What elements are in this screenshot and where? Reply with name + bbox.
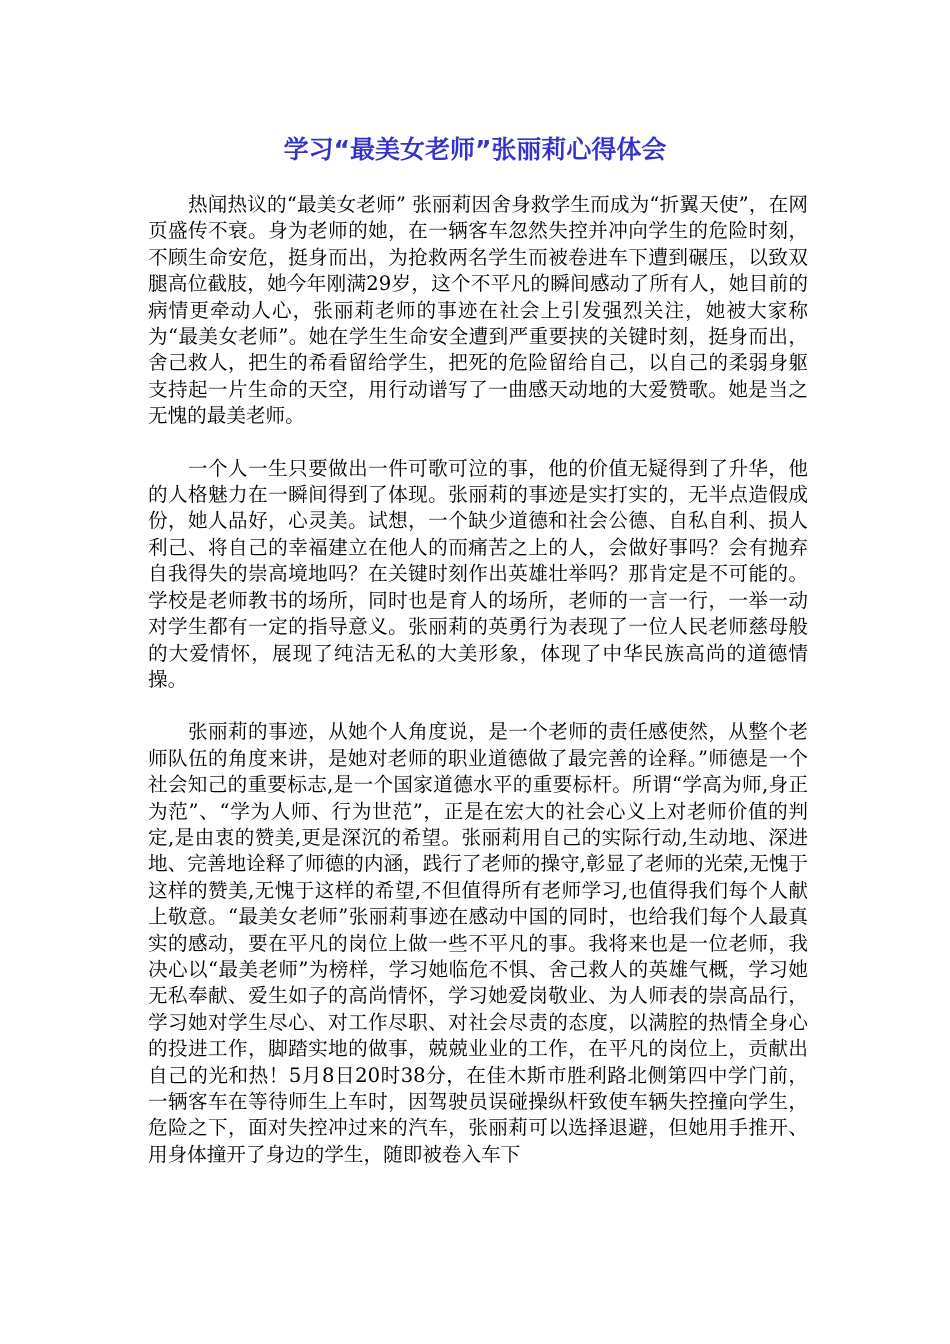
paragraph-3: 张丽莉的事迹，从她个人角度说，是一个老师的责任感使然，从整个老师队伍的角度来讲，是她对老师的职业道德做了最完善的诠释。”师德是一个社会知己的重要标志,是一个国家道德水平的重要标杆。所谓“学高为师,身正为范”、“学为人师、行为世范”，正是在宏大的社会心义上对老师价值的判定,是由衷的赞美,更是深沉的希望。张丽莉用自己的实际行动,生动地、深进地、完善地诠释了师德的内涵，践行了老师的操守,彰显了老师的光荣,无愧于这样的赞美,无愧于这样的希望,不但值得所有老师学习,也值得我们每个人献上敬意。“最美女老师”张丽莉事迹在感动中国的同时，也给我们每个人最真实的感动，要在平凡的岗位上做一些不平凡的事。我将来也是一位老师，我决心以“最美老师”为榜样，学习她临危不惧、舍己救人的英雄气概，学习她无私奉献、爱生如子的高尚情怀，学习她爱岗敬业、为人师表的崇高品行，学习她对学生尽心、对工作尽职、对社会尽责的态度，以满腔的热情全身心的投进工作，脚踏实地的做事，兢兢业业的工作，在平凡的岗位上，贡献出自己的光和热！5月8日20时38分，在佳木斯市胜利路北侧第四中学门前，一辆客车在等待师生上车时，因驾驶员误碰操纵杆致使车辆失控撞向学生，危险之下，面对失控冲过来的汽车，张丽莉可以选择退避，但她用手推开、用身体撞开了身边的学生，随即被卷入车下	[148, 720, 808, 1166]
paragraph-2: 一个人一生只要做出一件可歌可泣的事，他的价值无疑得到了升华，他的人格魅力在一瞬间得到了体现。张丽莉的事迹是实打实的，无半点造假成份，她人品好，心灵美。试想，一个缺少道德和社会公德、自私自利、损人利己、将自己的幸福建立在他人的而痛苦之上的人，会做好事吗？会有抛弃自我得失的崇高境地吗？在关键时刻作出英雄壮举吗？那肯定是不可能的。学校是老师教书的场所，同时也是育人的场所，老师的一言一行，一举一动对学生都有一定的指导意义。张丽莉的英勇行为表现了一位人民老师慈母般的大爱情怀，展现了纯洁无私的大美形象，体现了中华民族高尚的道德情操。	[148, 456, 808, 691]
document-title: 学习“最美女老师”张丽莉心得体会	[283, 135, 667, 164]
paragraph-1: 热闻热议的“最美女老师” 张丽莉因舍身救学生而成为“折翼天使”，在网页盛传不衰。身为老师的她，在一辆客车忽然失控并冲向学生的危险时刻，不顾生命安危，挺身而出，为抢救两名学生而被卷进车下遭到碾压，以致双腿高位截肢，她今年刚满29岁，这个不平凡的瞬间感动了所有人，她目前的病情更牵动人心，张丽莉老师的事迹在社会上引发强烈关注，她被大家称为“最美女老师”。她在学生生命安全遭到严重要挟的关键时刻，挺身而出，舍己救人，把生的希看留给学生，把死的危险留给自己，以自己的柔弱身躯支持起一片生命的天空，用行动谱写了一曲感天动地的大爱赞歌。她是当之无愧的最美老师。	[148, 193, 808, 428]
document-body	[148, 192, 808, 1168]
